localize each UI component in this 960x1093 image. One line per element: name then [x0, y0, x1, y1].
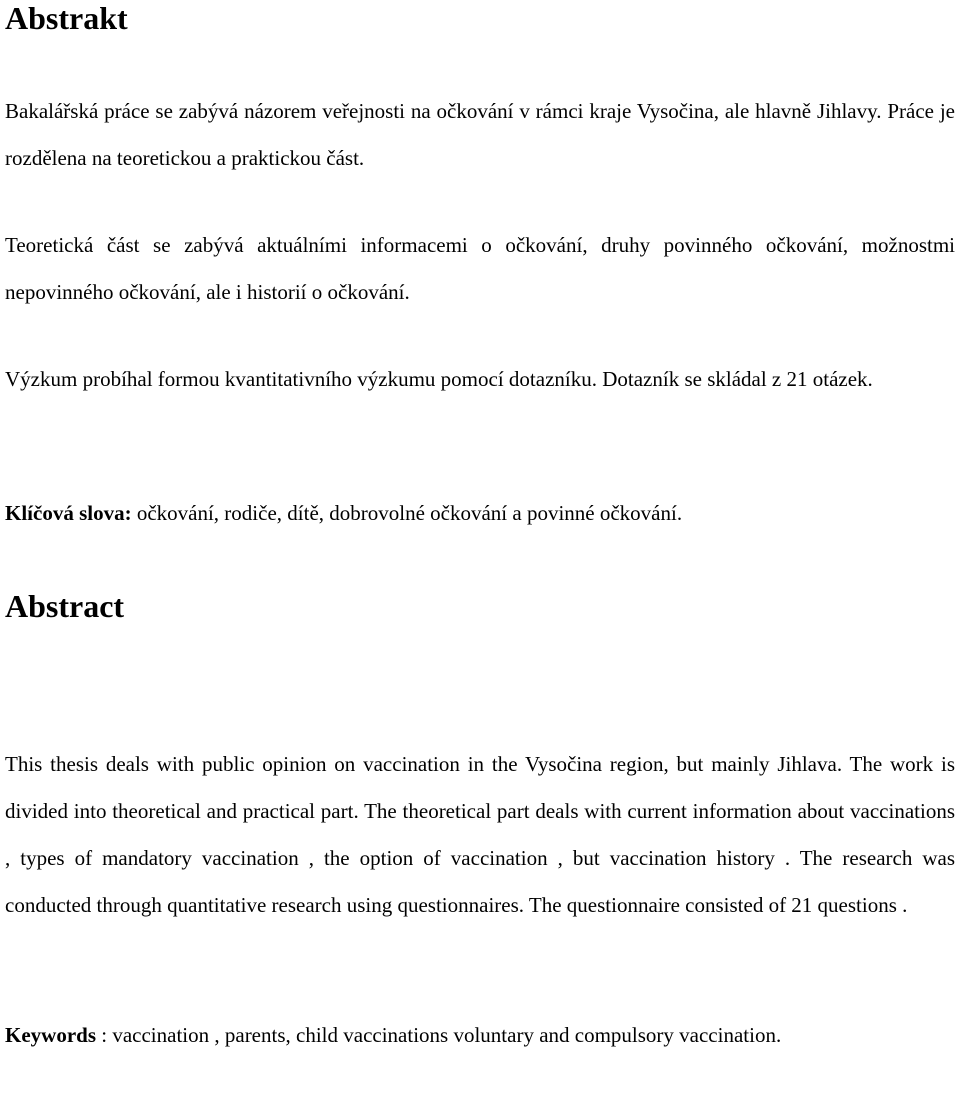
abstrakt-paragraph-research: Výzkum probíhal formou kvantitativního výzkumu pomocí dotazníku. Dotazník se skládal z 21 otázek.: [5, 367, 873, 391]
abstract-keywords-text: : vaccination , parents, child vaccinations voluntary and compulsory vaccination.: [96, 1023, 782, 1047]
abstract-keywords-label: Keywords: [5, 1023, 96, 1047]
abstrakt-keywords: [5, 490, 955, 537]
abstrakt-paragraph-theory: Teoretická část se zabývá aktuálními informacemi o očkování, druhy povinného očkování, možnostmi nepovinného očkování, ale i historií o očkování.: [5, 233, 955, 304]
abstract-heading: Abstract: [5, 588, 125, 624]
abstrakt-heading: Abstrakt: [5, 0, 128, 36]
abstract-keywords: [5, 1012, 955, 1059]
abstrakt-keywords-label: Klíčová slova:: [5, 501, 132, 525]
abstrakt-paragraph-intro: Bakalářská práce se zabývá názorem veřejnosti na očkování v rámci kraje Vysočina, ale hlavně Jihlavy. Práce je rozdělena na teoretickou a praktickou část.: [5, 99, 955, 170]
abstract-paragraph: This thesis deals with public opinion on vaccination in the Vysočina region, but mainly Jihlava. The work is divided into theoretical and practical part. The theoretical part deals with current information about vaccinations , types of mandatory vaccination , the option of vaccination , but vaccination history . The research was conducted through quantitative research using questionnaires. The questionnaire consisted of 21 questions .: [5, 752, 955, 917]
abstrakt-keywords-text: očkování, rodiče, dítě, dobrovolné očkování a povinné očkování.: [131, 501, 683, 525]
